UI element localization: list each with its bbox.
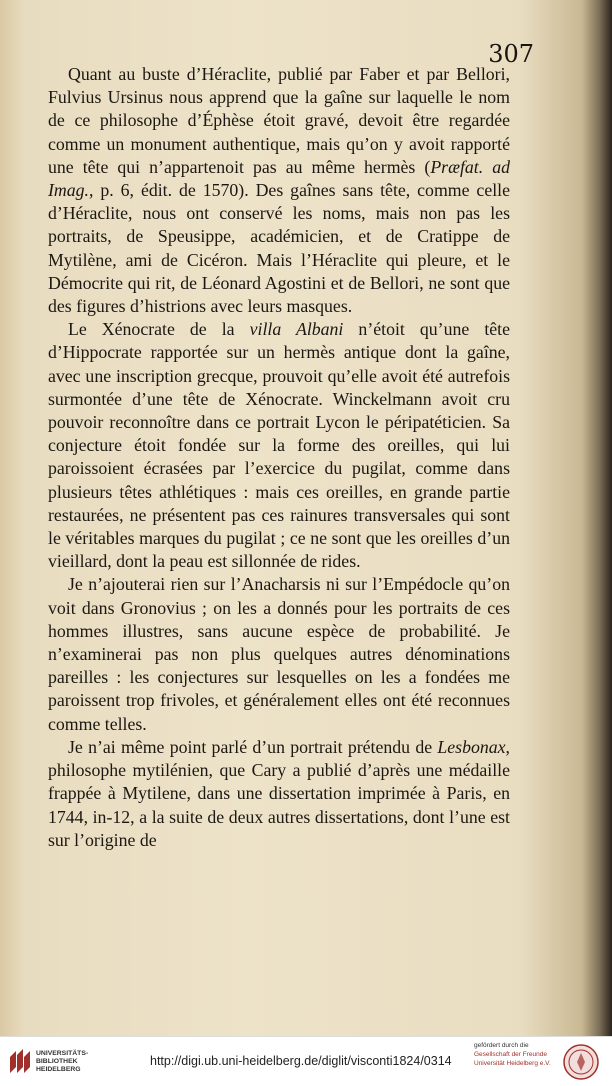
library-logo-icon	[8, 1047, 32, 1075]
footer-bar	[0, 1036, 612, 1086]
paragraph	[48, 318, 510, 573]
funding-society-line: Gesellschaft der Freunde	[474, 1051, 547, 1058]
paragraph	[48, 63, 510, 318]
text-segment: Quant au buste d’Héraclite, publié par Faber et par Bellori, Fulvius Ursinus nous apprend que la gaîne sur laquelle le nom de ce philosophe d’Éphèse étoit gravé, devoit être regardée comme un monument authentique, mais qu’on y avoit rapporté une tête qui n’appartenoit pas au même hermès (	[48, 64, 510, 177]
permalink-url[interactable]: http://digi.ub.uni-heidelberg.de/diglit/visconti1824/0314	[150, 1054, 452, 1068]
italic-text: villa Albani	[249, 319, 344, 340]
library-name-line: UNIVERSITÄTS-	[36, 1050, 89, 1057]
university-seal-icon	[563, 1044, 599, 1080]
text-segment: Je n’ai même point parlé d’un portrait prétendu de	[68, 736, 438, 757]
funding-line: gefördert durch die	[474, 1042, 529, 1049]
library-name	[36, 1050, 96, 1074]
paragraph	[48, 573, 510, 735]
library-name-line: BIBLIOTHEK	[36, 1058, 78, 1065]
italic-text: Præfat. ad Imag.	[48, 156, 510, 201]
funding-notice	[474, 1041, 551, 1068]
body-text	[48, 63, 510, 852]
text-segment: Je n’ajouterai rien sur l’Anacharsis ni sur l’Empédocle qu’on voit dans Gronovius ; on les a donnés pour les portraits de ces hommes illustres, sans aucune espèce de probabilité. Je n’examinerai pas non plus quelques autres dénominations pareilles : les conjectures sur lesquelles on les a fondées me paroissent trop frivoles, et généralement elles ont été reconnues comme telles.	[48, 574, 510, 734]
italic-text: Lesbonax	[437, 736, 506, 757]
funding-society-line: Universität Heidelberg e.V.	[474, 1060, 551, 1067]
library-name-line: HEIDELBERG	[36, 1066, 81, 1073]
paragraph	[48, 736, 510, 852]
text-segment: , philosophe mytilénien, que Cary a publié d’après une médaille frappée à Mytilene, dans une dissertation imprimée à Paris, en 1744, in-12, a la suite de deux autres dissertations, dont l’une est sur l’origine de	[48, 736, 510, 850]
page-number: 307	[488, 40, 534, 68]
text-segment: n’étoit qu’une tête d’Hippocrate rapportée sur un hermès antique dont la gaîne, avec une inscription grecque, prouvoit qu’elle avoit été autrefois surmontée d’une tête de Xénocrate. Winckelmann avoit cru pouvoir reconnoître dans ce portrait Lycon le péripatéticien. Sa conjecture étoit fondée sur la forme des oreilles, qui lui paroissoient écrasées par l’exercice du pugilat, comme dans plusieurs têtes athlétiques : mais ces oreilles, en grande partie restaurées, ne présentent pas ces rainures transversales qui sont le véritables marques du pugilat ; ce ne sont que les oreilles d’un vieillard, dont la peau est sillonnée de rides.	[48, 319, 510, 572]
text-segment: , p. 6, édit. de 1570). Des gaînes sans tête, comme celle d’Héraclite, nous ont conservé les noms, mais non pas les portraits, de Speusippe, académicien, et de Cratippe de Mytilène, ami de Cicéron. Mais l’Héraclite qui pleure, et le Démocrite qui rit, de Léonard Agostini et de Bellori, ne sont que des figures d’histrions avec leurs masques.	[48, 180, 510, 317]
text-segment: Le Xénocrate de la	[68, 319, 250, 340]
